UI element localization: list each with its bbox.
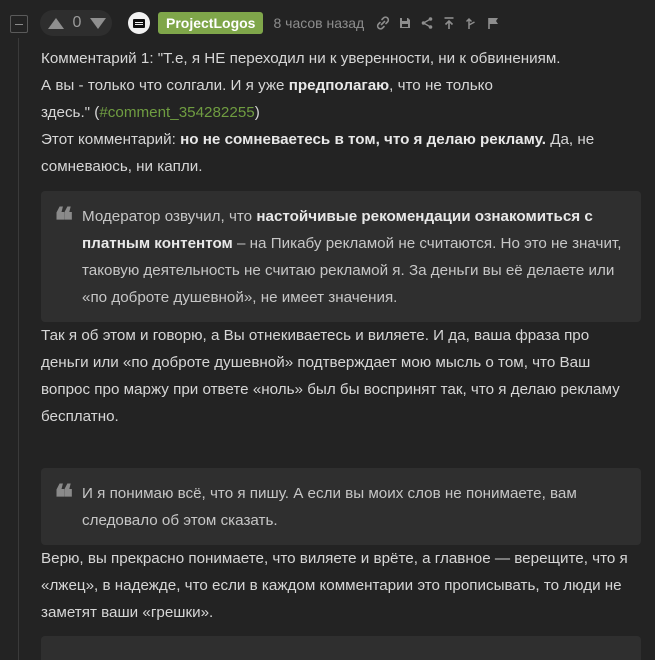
quote-text: – на Пикабу рекламой не считаются. Но это не значит, таковую деятельность не считаю рекламой я. За деньги вы её делаете или «по доброте душевной», не имеет значения. [82,235,622,306]
arrow-down-icon[interactable] [90,18,106,29]
blockquote [41,191,641,322]
comment-header [40,9,504,37]
text: Этот комментарий: [41,131,181,148]
flag-icon[interactable] [482,12,504,34]
vote-box [40,10,112,36]
quote-icon: ❝ [54,200,74,242]
text: здесь." ( [41,104,100,121]
avatar[interactable] [128,12,150,34]
text: , что не только [389,77,493,94]
text: Да, не сомневаюсь, ни капли. [41,131,595,175]
avatar-logo-icon [133,19,145,28]
text: ) [254,104,260,121]
comment-actions [372,12,504,34]
arrow-to-top-icon[interactable] [438,12,460,34]
comment-paragraph: Так я об этом и говорю, а Вы отнекиваетесь и виляете. И да, ваша фраза про деньги или «по доброте душевной» подтверждает мою мысль о том, что Ваш вопрос про маржу при ответе «ноль» был бы воспринят так, что я делаю рекламу бесплатно. [41,327,620,425]
blockquote [41,636,641,660]
thread-gutter [10,8,32,660]
comment-paragraph [41,45,641,180]
comment-anchor-link[interactable]: #comment_354282255 [99,104,255,121]
bold-text: настойчивые рекомендации ознакомиться с платным контентом [82,208,593,252]
collapse-thread-button[interactable] [10,15,28,33]
arrow-up-icon[interactable] [48,18,64,29]
link-icon[interactable] [372,12,394,34]
branch-icon[interactable] [460,12,482,34]
blockquote [41,468,641,545]
vote-count: 0 [72,14,82,31]
bold-text: предполагаю [288,77,390,94]
bold-text: но не сомневаетесь в том, что я делаю рекламу. [180,131,546,148]
author-username[interactable]: ProjectLogos [158,12,263,34]
quote-text: Модератор озвучил, что [82,208,257,225]
text: Комментарий 1: "Т.е, я НЕ переходил ни к уверенности, ни к обвинениям. [41,50,561,67]
text: А вы - только что солгали. И я уже [41,77,289,94]
quote-text: И я понимаю всё, что я пишу. А если вы моих слов не понимаете, вам следовало об этом сказать. [82,485,577,529]
save-icon[interactable] [394,12,416,34]
comment-timestamp[interactable]: 8 часов назад [273,15,365,31]
comment-body [41,45,641,660]
comment-paragraph: Верю, вы прекрасно понимаете, что виляете и врёте, а главное — верещите, что я «лжец», в надежде, что если в каждом комментарии это прописывать, то люди не заметят ваши «грешки». [41,550,628,621]
share-icon[interactable] [416,12,438,34]
quote-icon: ❝ [54,477,74,519]
thread-line[interactable] [18,38,19,660]
